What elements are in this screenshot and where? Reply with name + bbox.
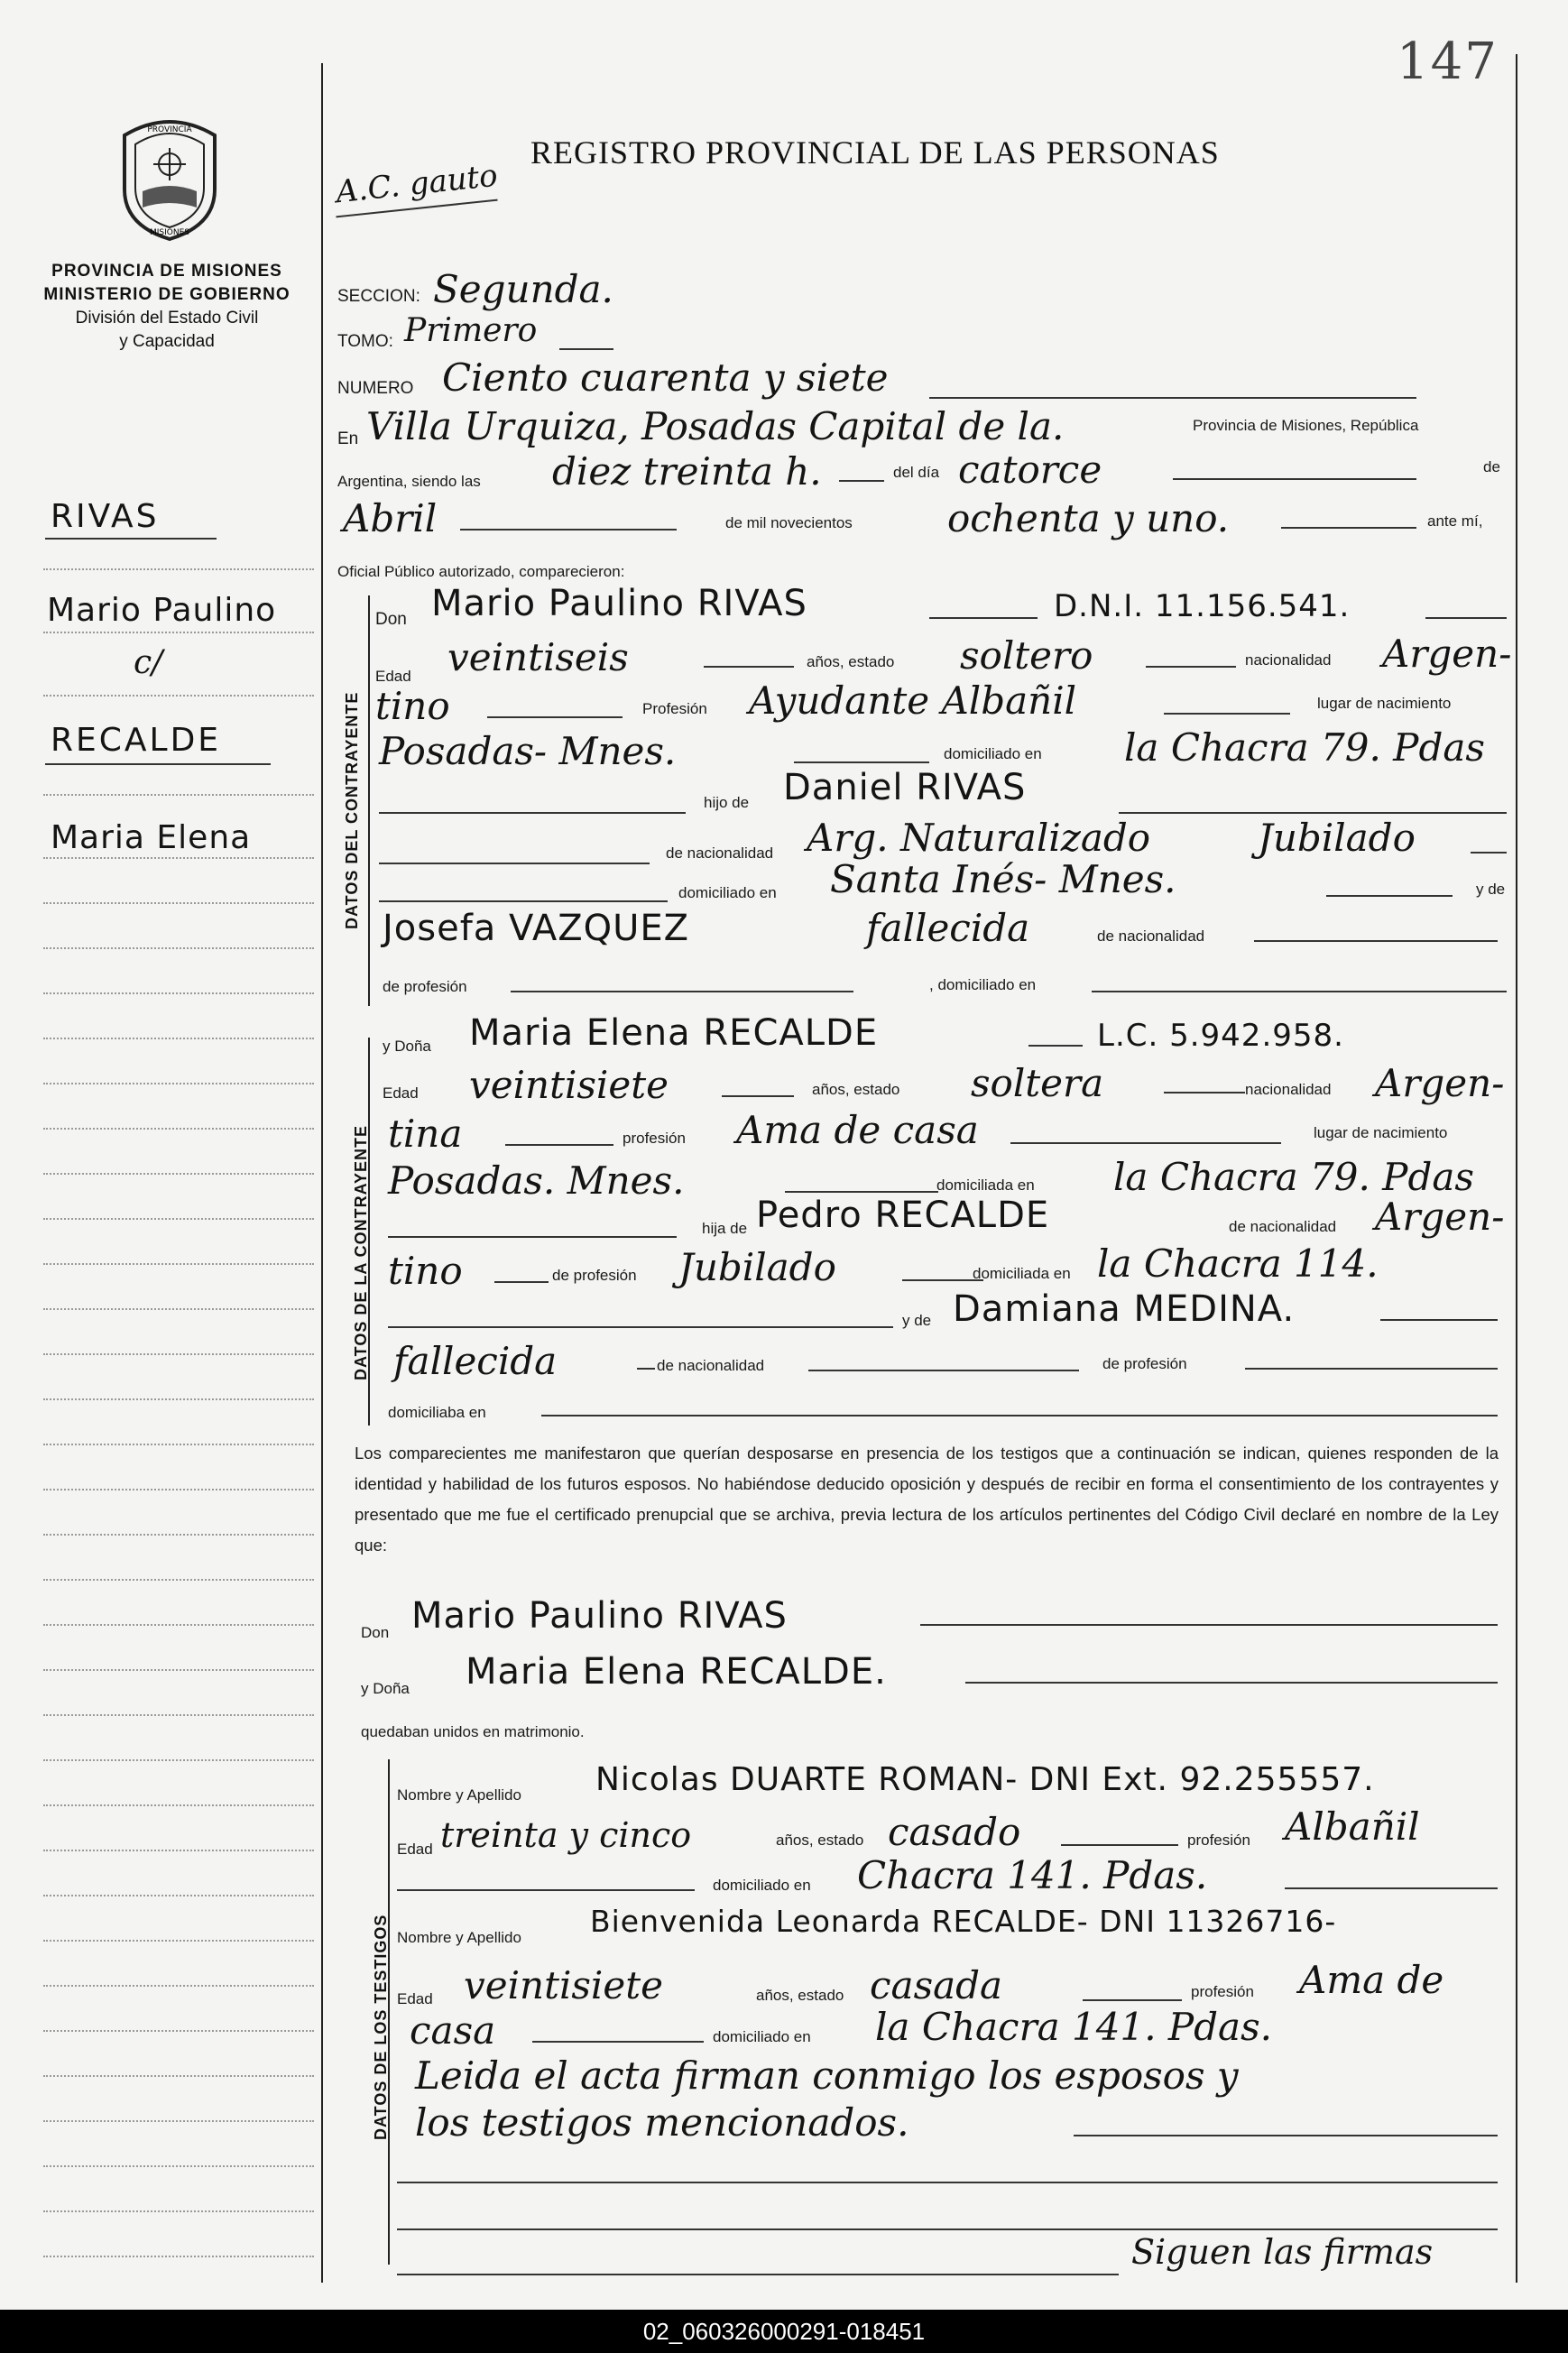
seccion-label: SECCION: xyxy=(337,287,420,306)
bride-edad-label: Edad xyxy=(383,1084,419,1102)
groom-lugar-label: lugar de nacimiento xyxy=(1317,695,1452,712)
groom-prof-line xyxy=(1164,713,1290,715)
groom-estado-line xyxy=(1146,666,1236,668)
margin-surname-2: RECALDE xyxy=(51,722,222,759)
w1-estado-label: años, estado xyxy=(776,1832,864,1849)
bride-anos-label: años, estado xyxy=(812,1081,900,1098)
bride-de-prof2-label: de profesión xyxy=(1102,1355,1187,1372)
groom-profession: Ayudante Albañil xyxy=(749,678,1077,723)
agency-capacity: y Capacidad xyxy=(119,332,215,351)
numero-value: Ciento cuarenta y siete xyxy=(442,355,889,400)
seccion-value: Segunda. xyxy=(433,267,613,311)
bride-dona-label: y Doña xyxy=(383,1038,431,1055)
bride-mother-line xyxy=(1380,1319,1498,1321)
groom-de-nac-label: de nacionalidad xyxy=(666,844,774,862)
w2-estado-line xyxy=(1083,1999,1182,2001)
groom-estado: soltero xyxy=(960,633,1093,678)
bride-prof-label: profesión xyxy=(623,1130,686,1147)
witness-section-label: DATOS DE LOS TESTIGOS xyxy=(372,1914,390,2140)
bride-birthplace: Posadas. Mnes. xyxy=(388,1158,685,1203)
margin-name-1: Mario Paulino xyxy=(47,592,277,629)
bride-mother: Damiana MEDINA. xyxy=(953,1288,1296,1330)
month-line xyxy=(460,529,677,531)
bride-profession: Ama de casa xyxy=(736,1108,979,1152)
month-value: Abril xyxy=(343,496,438,540)
year-label: de mil novecientos xyxy=(725,514,853,531)
bride-nationality-2: tina xyxy=(388,1112,463,1156)
groom-nat2-line xyxy=(487,716,623,718)
groom-mprof-line xyxy=(511,991,853,992)
w2-estado-label: años, estado xyxy=(756,1987,844,2004)
margin-note: A.C. gauto xyxy=(334,157,500,211)
margin-name-2: Maria Elena xyxy=(51,819,252,856)
groom-mnat-line xyxy=(1254,940,1498,942)
bride-dom-label: domiciliada en xyxy=(936,1176,1035,1194)
groom-age: veintiseis xyxy=(447,635,629,679)
bride-blank-line xyxy=(388,1236,677,1238)
decl-bride-line xyxy=(965,1682,1498,1684)
time-line xyxy=(839,480,884,482)
w1-prof: Albañil xyxy=(1285,1804,1420,1849)
tomo-line xyxy=(559,348,613,350)
place-value: Villa Urquiza, Posadas Capital de la. xyxy=(366,404,1065,448)
groom-edad-label: Edad xyxy=(375,668,411,685)
groom-hijo-label: hijo de xyxy=(704,794,750,811)
bride-name-line xyxy=(1028,1045,1083,1047)
w1-age: treinta y cinco xyxy=(440,1815,692,1855)
groom-y-de-label: y de xyxy=(1476,881,1506,898)
bride-father-nat-2: tino xyxy=(388,1249,463,1293)
en-label: En xyxy=(337,429,359,448)
groom-faddr-line xyxy=(1326,895,1453,897)
w1-addr-line xyxy=(1285,1887,1498,1889)
w2-prof-label: profesión xyxy=(1191,1983,1254,2000)
bride-mnat-line xyxy=(808,1370,1079,1371)
w2-prof-2: casa xyxy=(410,2008,496,2053)
agency-ministry: MINISTERIO DE GOBIERNO xyxy=(43,285,291,304)
bride-birth-line xyxy=(785,1191,938,1193)
bride-nationality: Argen- xyxy=(1375,1061,1505,1105)
bride-de-nac-label: de nacionalidad xyxy=(1229,1218,1337,1235)
bride-age-line xyxy=(722,1095,794,1097)
groom-birthplace: Posadas- Mnes. xyxy=(379,729,677,773)
day-value: catorce xyxy=(958,448,1102,492)
bride-section-label: DATOS DE LA CONTRAYENTE xyxy=(352,1124,370,1380)
groom-name: Mario Paulino RIVAS xyxy=(431,583,807,624)
groom-section-label: DATOS DEL CONTRAYENTE xyxy=(343,691,361,929)
groom-nationality: Argen- xyxy=(1382,632,1512,676)
groom-section-bracket xyxy=(368,595,370,1006)
page-number: 147 xyxy=(1397,32,1499,91)
w2-name: Bienvenida Leonarda RECALDE- DNI 11326716- xyxy=(590,1904,1337,1939)
w1-blank-line xyxy=(397,1889,695,1891)
bride-father-address: la Chacra 114. xyxy=(1097,1241,1379,1286)
bride-age: veintisiete xyxy=(469,1063,669,1107)
bride-hija-label: hija de xyxy=(702,1220,748,1237)
numero-label: NUMERO xyxy=(337,379,414,398)
groom-blank-line xyxy=(379,812,686,814)
argentina-label: Argentina, siendo las xyxy=(337,473,481,490)
closing-note-line-1: Leida el acta firman conmigo los esposos y xyxy=(415,2053,1239,2098)
decl-closing: quedaban unidos en matrimonio. xyxy=(361,1723,585,1740)
bride-domiciliaba-label: domiciliaba en xyxy=(388,1404,486,1421)
w1-prof-label: profesión xyxy=(1187,1832,1250,1849)
provincia-text: Provincia de Misiones, República xyxy=(1193,417,1419,434)
w1-dom-label: domiciliado en xyxy=(713,1877,811,1894)
bride-name: Maria Elena RECALDE xyxy=(469,1012,879,1054)
bride-mother-status: fallecida xyxy=(393,1339,558,1383)
margin-underline-2 xyxy=(45,763,271,765)
right-margin-rule xyxy=(1516,54,1517,2283)
w1-edad-label: Edad xyxy=(397,1841,433,1858)
tomo-value: Primero xyxy=(404,312,538,349)
groom-doc: D.N.I. 11.156.541. xyxy=(1054,588,1351,624)
del-dia-label: del día xyxy=(893,464,940,481)
groom-blank-line-2 xyxy=(379,863,650,864)
groom-fprof-line xyxy=(1471,852,1507,854)
groom-age-line xyxy=(704,666,794,668)
provincial-seal-icon xyxy=(106,108,233,244)
w2-address: la Chacra 141. Pdas. xyxy=(875,2005,1272,2049)
groom-mother-status: fallecida xyxy=(866,906,1030,950)
agency-block xyxy=(27,260,307,354)
bride-father-prof: Jubilado xyxy=(678,1245,836,1289)
bride-prof-line xyxy=(1010,1142,1281,1144)
closing-line-2 xyxy=(1074,2135,1498,2136)
w1-name-label: Nombre y Apellido xyxy=(397,1786,521,1804)
bride-fnat-line xyxy=(494,1281,549,1283)
groom-maddr-line xyxy=(1092,991,1507,992)
svg-text:MISIONES: MISIONES xyxy=(149,228,190,237)
groom-father: Daniel RIVAS xyxy=(783,767,1027,808)
de-label: de xyxy=(1483,458,1500,475)
official-text: Oficial Público autorizado, comparecieron: xyxy=(337,563,625,580)
groom-dom3-label: , domiciliado en xyxy=(929,976,1037,993)
groom-address: la Chacra 79. Pdas xyxy=(1124,725,1485,770)
groom-de-nac2-label: de nacionalidad xyxy=(1097,927,1205,945)
groom-name-line xyxy=(929,617,1038,619)
groom-nac-label: nacionalidad xyxy=(1245,651,1332,669)
groom-anos-label: años, estado xyxy=(807,653,895,670)
bride-de-nac2-label: de nacionalidad xyxy=(657,1357,765,1374)
bride-estado: soltera xyxy=(971,1061,1104,1105)
bride-blank-line-2 xyxy=(388,1326,893,1328)
day-line xyxy=(1173,478,1416,480)
bride-lugar-label: lugar de nacimiento xyxy=(1314,1124,1448,1141)
groom-nationality-2: tino xyxy=(375,684,450,728)
tomo-label: TOMO: xyxy=(337,332,393,351)
bride-fprof-line xyxy=(902,1279,983,1281)
decl-don-label: Don xyxy=(361,1624,390,1641)
bride-nac-label: nacionalidad xyxy=(1245,1081,1332,1098)
w2-name-label: Nombre y Apellido xyxy=(397,1929,521,1946)
bride-address: la Chacra 79. Pdas xyxy=(1113,1155,1474,1199)
groom-birth-line xyxy=(794,761,929,763)
groom-doc-line xyxy=(1425,617,1507,619)
margin-underline-1 xyxy=(45,538,217,540)
bride-dom2-label: domiciliada en xyxy=(973,1265,1071,1282)
w2-edad-label: Edad xyxy=(397,1990,433,2007)
year-line xyxy=(1281,527,1416,529)
agency-division: División del Estado Civil xyxy=(75,309,259,328)
w1-estado-line xyxy=(1061,1844,1178,1846)
w1-estado: casado xyxy=(888,1810,1021,1854)
year-value: ochenta y uno. xyxy=(947,496,1230,540)
bride-father-nat: Argen- xyxy=(1375,1195,1505,1239)
closing-line-5 xyxy=(397,2274,1119,2275)
w2-prof2-line xyxy=(532,2041,704,2043)
w1-name: Nicolas DUARTE ROMAN- DNI Ext. 92.255557. xyxy=(595,1761,1375,1798)
groom-father-nat: Arg. Naturalizado xyxy=(807,816,1151,860)
closing-line-3 xyxy=(397,2182,1498,2183)
w1-address: Chacra 141. Pdas. xyxy=(857,1853,1208,1897)
bride-father: Pedro RECALDE xyxy=(756,1195,1050,1236)
w2-estado: casada xyxy=(870,1963,1003,2007)
groom-father-line xyxy=(1119,812,1507,814)
groom-father-address: Santa Inés- Mnes. xyxy=(830,857,1176,901)
groom-blank-line-3 xyxy=(379,900,668,902)
closing-note-line-2: los testigos mencionados. xyxy=(415,2100,909,2145)
bride-maddr-line xyxy=(541,1415,1498,1416)
bride-mstat-line xyxy=(637,1368,655,1370)
groom-dom-label: domiciliado en xyxy=(944,745,1042,762)
decl-dona-label: y Doña xyxy=(361,1680,410,1697)
declaration-text: Los comparecientes me manifestaron que querían desposarse en presencia de los testigos que a continuación se indican, quienes responden de la identidad y habilidad de los futuros esposos. No habiéndose deducido oposición y después de recibir en forma el consentimiento de los contrayentes y presentado que me fue el certificado prenupcial que se archiva, previa lectura de los artículos pertinentes del Código Civil declaré en nombre de la Ley que: xyxy=(355,1444,1499,1555)
file-id-footer: 02_060326000291-018451 xyxy=(0,2310,1568,2353)
bride-mprof-line xyxy=(1245,1368,1498,1370)
groom-mother: Josefa VAZQUEZ xyxy=(383,908,690,949)
decl-groom-name: Mario Paulino RIVAS xyxy=(411,1595,788,1637)
svg-text:PROVINCIA: PROVINCIA xyxy=(147,125,192,134)
signatures-note: Siguen las firmas xyxy=(1131,2232,1434,2272)
groom-father-prof: Jubilado xyxy=(1258,816,1416,860)
groom-prof-label: Profesión xyxy=(642,700,707,717)
decl-bride-name: Maria Elena RECALDE. xyxy=(466,1651,887,1693)
bride-de-prof-label: de profesión xyxy=(552,1267,637,1284)
bride-doc: L.C. 5.942.958. xyxy=(1097,1018,1344,1054)
bride-nat2-line xyxy=(505,1144,613,1146)
margin-connector: c/ xyxy=(134,644,163,681)
left-margin-rule xyxy=(321,63,323,2283)
closing-line-4 xyxy=(397,2228,1498,2230)
ante-label: ante mí, xyxy=(1427,512,1483,530)
agency-province: PROVINCIA DE MISIONES xyxy=(51,262,282,281)
groom-dom2-label: domiciliado en xyxy=(678,884,777,901)
groom-don-label: Don xyxy=(375,610,407,629)
page-title: REGISTRO PROVINCIAL DE LAS PERSONAS xyxy=(530,134,1220,171)
w2-dom-label: domiciliado en xyxy=(713,2028,811,2045)
decl-groom-line xyxy=(920,1624,1498,1626)
numero-line xyxy=(929,397,1416,399)
w2-prof: Ama de xyxy=(1299,1958,1444,2002)
groom-de-prof-label: de profesión xyxy=(383,978,467,995)
margin-surname-1: RIVAS xyxy=(51,498,160,535)
time-value: diez treinta h. xyxy=(552,449,822,494)
bride-estado-line xyxy=(1164,1092,1245,1093)
w2-age: veintisiete xyxy=(464,1963,663,2007)
bride-y-de-label: y de xyxy=(902,1312,932,1329)
